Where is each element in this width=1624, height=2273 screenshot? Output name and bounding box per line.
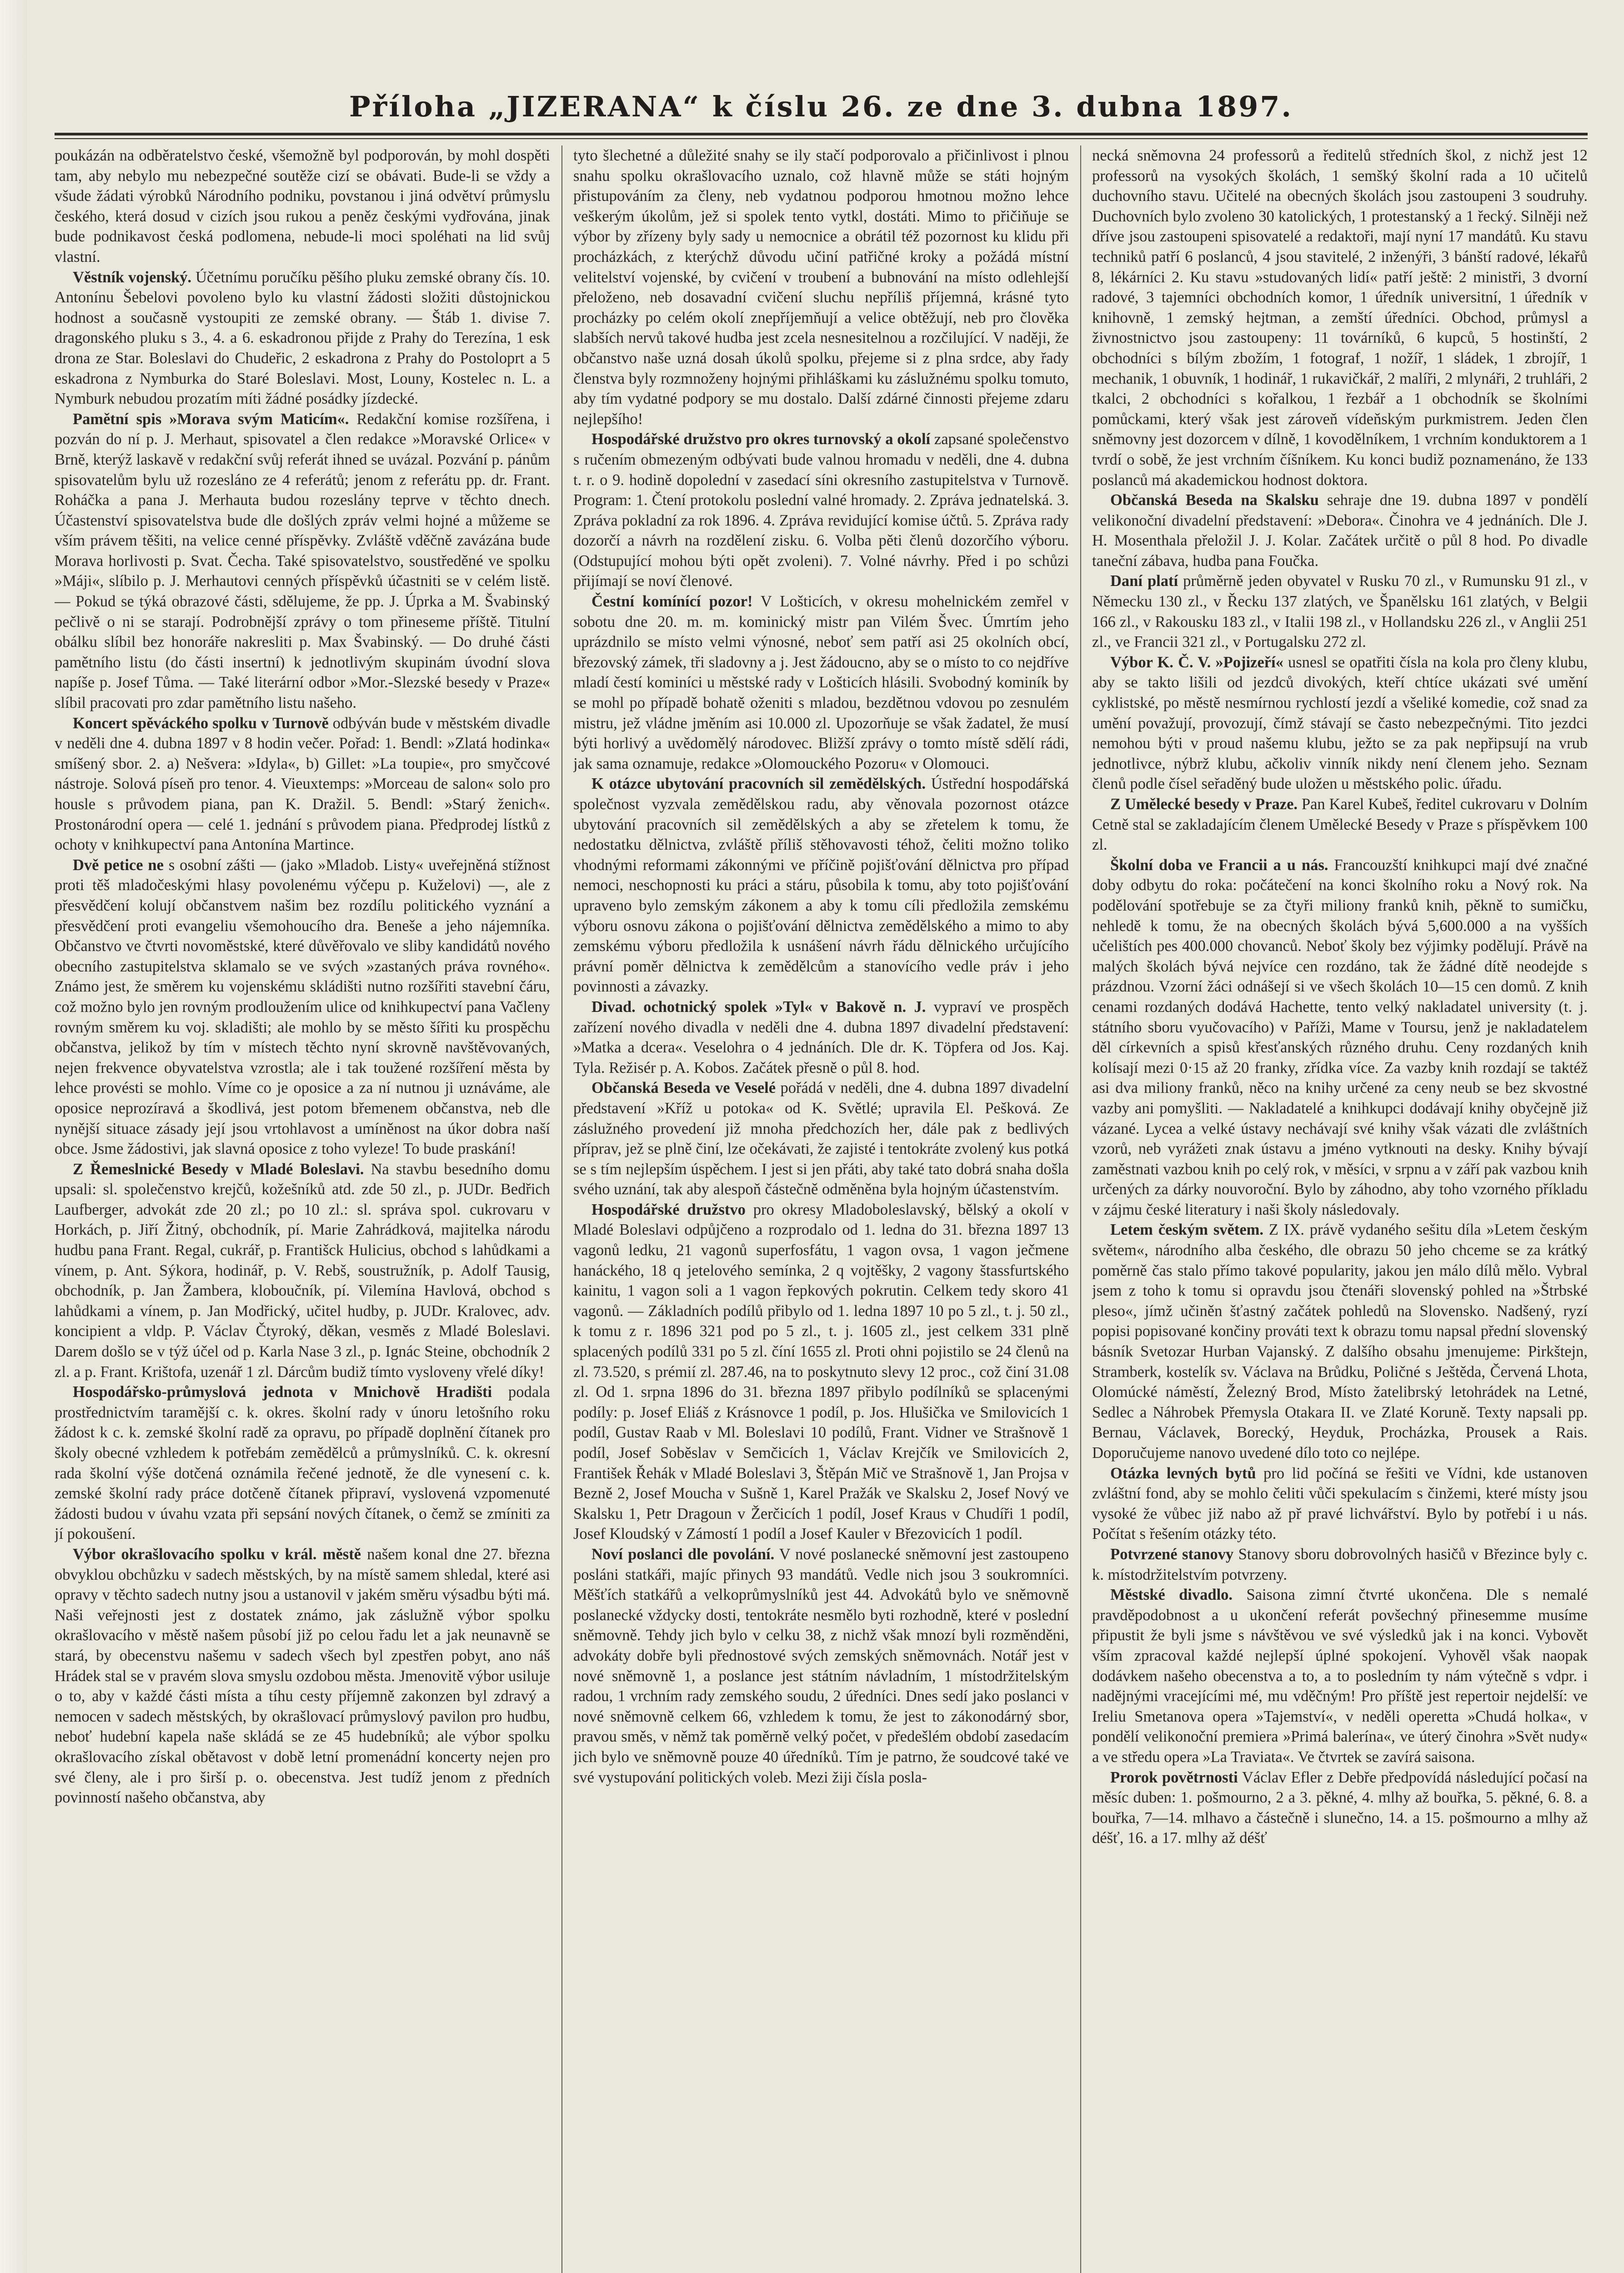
article-text: pořádá v neděli, dne 4. dubna 1897 divadelní představení »Kříž u potoka« od K. Světlé; upravila El. Pešková. Ze záslužného provedení již mnoha předchozích her, dále pak z bedlivých příprav, jež se plně činí, lze očekávati, že zajisté i tentokráte zvolený kus potká se s tím nejlepším úspěchem. I jest si jen přáti, aby také tato dobrá snaha došla svého uznání, tak aby alespoň částečně odměněna byla hojným účastenstvím. [573, 1079, 1069, 1198]
article-paragraph [1092, 1767, 1588, 1848]
article-paragraph [1092, 145, 1588, 490]
article-heading: Z Řemeslnické Besedy v Mladé Boleslavi. [73, 1160, 364, 1178]
article-heading: Z Umělecké besedy v Praze. [1110, 796, 1298, 813]
article-text: průměrně jeden obyvatel v Rusku 70 zl., v Rumunsku 91 zl., v Německu 130 zl., v Řecku 137 zlatých, ve Španělsku 161 zlatých, v Belgii 166 zl., v Rakousku 183 zl., v Italii 198 zl., v Hollandsku 226 zl., v Anglii 251 zl., ve Francii 321 zl., v Portugalsku 272 zl. [1092, 572, 1588, 651]
article-paragraph [55, 1544, 550, 1808]
article-paragraph [1092, 1585, 1588, 1767]
article-text: podala prostřednictvím taramější c. k. okres. školní rady v únoru letošního roku žádost k c. k. zemské školní radě za opravu, po případě doplnění čítanek pro školy obecné vzhledem k potřebám zemědělců a průmyslníků. C. k. okresní rada školní výše dotčená oznámila řečené jednotě, že dle vynesení c. k. zemské školní rady práce dotčeně čítanek připraví, vyslovená vzpomenuté žádosti budou v úvahu vzata při sepsání nových čítanek, o čemž se zmíniti za jí pokoušení. [55, 1383, 550, 1543]
article-heading: Výbor okrašlovacího spolku v král. městě [73, 1545, 361, 1563]
article-heading: Hospodářské družstvo [591, 1201, 746, 1218]
article-paragraph [573, 145, 1069, 429]
article-text: zapsané společenstvo s ručením obmezeným odbývati bude valnou hromadu v neděli, dne 4. dubna t. r. o 9. hodině dopolední v zasedací síni okresního zastupitelstva v Turnově. Program: 1. Čtení protokolu poslední valné hromady. 2. Zpráva jednatelská. 3. Zpráva pokladní za rok 1896. 4. Zpráva revidující komise účtů. 5. Zpráva rady dozorčí a návrh na rozdělení zisku. 6. Volba pěti členů dozorčího výboru. (Odstupující mohou býti opět zvoleni). 7. Volné návrhy. Před i po schůzi přijímají se noví členové. [573, 431, 1069, 590]
article-text: necká sněmovna 24 professorů a ředitelů středních škol, z nichž jest 12 professorů na vysokých školách, 1 semšký školní rada a 10 učitelů duchovního stavu. Učitelé na obecných školách jsou zastoupeni 3 soudruhy. Duchovních bylo zvoleno 30 katolických, 1 protestanský a 1 řecký. Silněji než dříve jsou zastoupeni spisovatelé a redaktoři, mají nyní 17 mandátů. Ku stavu techniků patří 6 poslanců, 4 jsou stavitelé, 2 inženýři, 3 bánští radové, lékařů 8, lékárníci 2. Ku stavu »studovaných lidí« patří ještě: 2 ministři, 3 dvorní radové, 3 tajemníci obchodních komor, 1 úředník universitní, 1 úředník v knihovně, 1 zemský hejtman, a zemští úředníci. Obchod, průmysl a živnostnictvo jsou zastoupeny: 11 továrníků, 6 kupců, 5 hostinští, 2 obchodníci s bílým zbožím, 1 fotograf, 1 nožíř, 1 sládek, 1 zbrojíř, 1 mechanik, 1 obuvník, 1 hodinář, 1 rukavičkář, 2 malíři, 2 mlynáři, 2 truhláři, 2 tkalci, 2 obchodníci s kořalkou, 1 řezbář a 1 obchodník se školními pomůckami, který však jest zároveň vídeňským purkmistrem. Jeden člen sněmovny jest dozorcem v dílně, 1 kovodělníkem, 1 vrchním konduktorem a 1 tvrdí o sobě, že jest vrchním číšníkem. Ku konci budiž poznamenáno, že 133 poslanců má akademickou hodnost doktora. [1092, 147, 1588, 489]
article-heading: Pamětní spis »Morava svým Maticím«. [73, 410, 349, 428]
article-heading: Čestní komínící pozor! [591, 593, 753, 611]
article-heading: Městské divadlo. [1110, 1586, 1233, 1604]
article-text: V nové poslanecké sněmovní jest zastoupeno posláni statkáři, majíc přinych 93 mandátů. Vedle nich jsou 3 soukromníci. Měšťích statkářů a velkoprůmyslníků jest 44. Advokátů bylo ve sněmovně poslanecké vždycky dosti, tentokráte nesmělo byti rozhodně, které v poslední sněmovně. Tehdy jich bylo v celku 38, z nichž však mnozí byli rozměnděni, advokáty dobře byli přednostové svých zemských sněmovnách. Notář jest v nové sněmovně 1, a poslance jest státním návladním, 1 místodržitelským radou, 1 vrchním rady zemského soudu, 2 úředníci. Dnes sedí jako poslanci v nové sněmovně celkem 66, vzhledem k tomu, že jest to zákonodárný sbor, pravou směs, v němž tak poměrně velký počet, v předešlém období zasedacím jich bylo ve sněmovně pouze 40 úředníků. Tím je patrno, že soudcové také ve své vystupování politických voleb. Mezi žiji čísla posla- [573, 1545, 1069, 1786]
article-heading: Školní doba ve Francii a u nás. [1110, 856, 1328, 874]
article-paragraph [1092, 571, 1588, 652]
article-paragraph [55, 713, 550, 855]
article-text: sehraje dne 19. dubna 1897 v pondělí velikonoční divadelní představení: »Debora«. Činohra ve 4 jednáních. Dle J. H. Mosenthala přeložil J. J. Kolar. Začátek určitě o půl 8 hod. Po divadle taneční zábava, hudba pana Foučka. [1092, 491, 1588, 570]
article-heading: Dvě petice ne [73, 856, 164, 874]
article-heading: Věstník vojenský. [73, 268, 192, 286]
page-header [55, 82, 1588, 132]
article-heading: Koncert spěváckého spolku v Turnově [73, 714, 329, 732]
article-heading: Hospodářsko-průmyslová jednota v Mnichově Hradišti [73, 1383, 492, 1401]
article-heading: Potvrzené stanovy [1110, 1545, 1234, 1563]
article-heading: Otázka levných bytů [1110, 1464, 1256, 1482]
article-text: Francouzští knihkupci mají dvé značné doby odbytu do roka: počátečení na konci školního roku a Nový rok. Na podělování spotřebuje se za čtyři miliony franků knih, pěkně to sumičku, nehledě k tomu, že na obecných školách bývá 5,600.000 a na vyšších učelištích pes 400.000 chovanců. Neboť školy bez výjimky podělují. Právě na malých školách bývá nejvíce cen rozdáno, tak že žádné dítě neodejde s prázdnou. Vzorní žáci odnášejí si ve všech školách 10—15 cen domů. Z knih cenami rozdaných dodává Hachette, tento velký nakladatel university (t. j. státního sboru vyučovacího) v Paříži, Mame v Toursu, jenž je nakladatelem děl církevních a spisů křesťanských různého druhu. Ceny rozdaných knih kolísají mezi 0·15 až 20 franky, zřídka více. Za vazby knih rozdají se taktéž asi dva miliony franků, něco na knihy určené za ceny neub se bez skvostné vazby ani pomyšliti. — Nakladatelé a knihkupci dodávají knihy obyčejně již vázané. Lycea a velké ústavy nechávají své knihy však vázati dle zvláštních vzorů, neb vyrážeti znak ústavu a jméno vytknouti na desky. Knihy bývají zaměstnati vazbou knih po celý rok, v měsíci, v srpnu a v září pak vazbou knih určených za dárky nouvoroční. Bylo by záhodno, aby toho vzorného příkladu v zájmu české literatury i naši školy následovaly. [1092, 856, 1588, 1218]
article-text: Redakční komise rozšířena, i pozván do ní p. J. Merhaut, spisovatel a člen redakce »Moravské Orlice« v Brně, kterýž laskavě v redakční svůj referát ihned se uvázal. Pozvání p. pánům spisovatelům bylu už rozesláno ze 4 referátů; jenom z referátu pp. dr. Frant. Roháčka a pana J. Merhauta budou rozeslány teprve v těchto dnech. Účastenství spisovatelstva bude dle došlých zpráv velmi hojné a můžeme se vším právem těšiti, na velice cenné příspěvky. Zvláště vděčně zavázána bude Morava horlivosti p. Svat. Čecha. Také spisovatelstvo, soustředěné ve spolku »Máji«, slíbilo p. J. Merhautovi cenných příspěvků účastniti se v celém listě. — Pokud se týká obrazové části, sdělujeme, že pp. J. Úprka a M. Švabinský pečlivě o ni se starají. Podrobnější zprávy o tom přineseme příště. Titulní obálku slíbil bez honoráře nakresliti p. Max Švabinský. — Do druhé části pamětního listu (do části insertní) k jednotlivým skupinám úvodní slova napíše p. Josef Tůma. — Také literární odbor »Mor.-Slezské besedy v Praze« slíbil pracovati pro zdar pamětního listu našeho. [55, 410, 550, 712]
article-heading: Letem českým světem. [1110, 1221, 1264, 1239]
article-text: s osobní zášti — (jako »Mladob. Listy« uveřejněná stížnost proti těš mladočeskými hlasy povolenému výčepu p. Kuželovi) —, ale z přesvědčení kolují občanstvem našim bez rozdílu politického vyznání a přesvědčení proti evangeliu všemohoucího dra. Beneše a jeho nájemníka. Občanstvo ve čtvrti novoměstské, které důvěřovalo ve sliby kandidátů nového obecního zastupitelstva sklamalo se ve svých »zastaných práva rovného«. Známo jest, že směrem ku vojenskému skládišti nutno rozšířiti stavební čáru, což možno bylo jen rovným prodloužením ulice od knihkupectví pana Vačleny rovným směrem ku voj. skladišti; ale mohlo by se město šířiti ku prospěchu občanstva, jelikož by tím v místech těchto nyní skrovně navštěvovaných, nejen frekvence obyvatelstva vzrostla; ale i tak toužené rozšíření města by lehce provésti se mohlo. Víme co je oposice a za ní nutnou ji uznáváme, ale oposice neprozíravá a škodlivá, jest potom břemenem občanstva, neb dle nynější situace zásady její jsou vrtohlavost a umíněnost na úkor dobra naší obce. Jsme žádostivi, jak slavná oposice z toho vyleze! To bude praskání! [55, 856, 550, 1158]
column-divider [561, 145, 562, 2273]
column-3 [1092, 145, 1588, 2273]
article-text: pro okresy Mladoboleslavský, bělský a okolí v Mladé Boleslavi odpůjčeno a rozprodalo od 1. ledna do 31. března 1897 13 vagonů ledku, 21 vagonů superfosfátu, 1 vagon ovsa, 1 vagon ječmene hanáckého, 18 q jetelového semínka, 2 q vojtěšky, 2 vagony štassfurtského kainitu, 1 vagon soli a 1 vagon řepkových pokrutin. Celkem tedy skoro 41 vagonů. — Základních podílů přibylo od 1. ledna 1897 10 po 5 zl., t. j. 50 zl., k tomu z r. 1896 321 pod po 5 zl., t. j. 1605 zl., jest celkem 331 plně splacených podílů 331 po 5 zl. číní 1655 zl. Proti ohni pojistilo se 24 členů na zl. 73.520, s prémií zl. 287.46, na to poskytnuto slevy 12 proc., což činí 31.08 zl. Od 1. srpna 1896 do 31. března 1897 přibylo podílníků se splacenými podíly: p. Josef Eliáš z Krásnovce 1 podíl, p. Jos. Hlušička ve Smilovicích 1 podíl, Gustav Raab v Ml. Boleslavi 10 podílů, Frant. Vidner ve Strašnově 1 podíl, Josef Soběslav v Semčicích 1, Václav Krejčík ve Smilovicích 2, František Řehák v Mladé Boleslavi 3, Štěpán Mič ve Strašnově 1, Jan Projsa v Bezně 2, Josef Moucha v Sušně 1, Karel Pražák ve Skalsku 2, Josef Nový ve Skalsku 1, Petr Dragoun v Žerčicích 1 podíl, Josef Kraus v Chudíři 1 podíl, Josef Kloudský v Zámostí 1 podíl a Josef Kauler v Březovicích 1 podíl. [573, 1201, 1069, 1543]
article-paragraph [573, 774, 1069, 997]
article-heading: Daní platí [1110, 572, 1178, 590]
article-paragraph [55, 267, 550, 409]
article-paragraph [55, 1159, 550, 1382]
article-heading: Občanská Beseda na Skalsku [1110, 491, 1319, 509]
column-1 [55, 145, 550, 2273]
article-text: Ústřední hospodářská společnost vyzvala zemědělskou radu, aby věnovala pozornost otázce ubytování pracovních sil zemědělských a aby se zřetelem k tomu, že nedostatku dělnictva, zvláště příliš stěhovavosti téhož, čeliti možno toliko vhodnými reformami zákonnými ve příčině pojišťování dělnictva pro případ nemoci, neschopnosti ku práci a stáru, působila k tomu, aby toto pojišťování upraveno bylo zemským zákonem a aby k tomu cíli předložila zemskému výboru osnovu zákona o pojišťování dělnictva zemědělského a mimo to aby zemskému výboru předložila k usnášení návrh řádu dělnického určujícího právní poměr dělnictva k zemědělcům a stanovícího vedle práv i jeho povinnosti a závazky. [573, 775, 1069, 996]
article-heading: Noví poslanci dle povolání. [591, 1545, 775, 1563]
article-paragraph [573, 1200, 1069, 1544]
column-divider [1080, 145, 1081, 2273]
article-text: našem konal dne 27. března obvyklou obchůzku v sadech městských, by na místě samem shledal, které asi opravy v těchto sadech nutny jsou a ustanovil v jakém směru výsadbu býti má. Naši veřejnosti jest z dostatek známo, jak záslužně výbor spolku okrašlovacího v městě našem působí již po celou řadu let a jak neunavně se stará, by obecenstvu našemu v sadech všech byl zpestřen pobyt, ano náš Hrádek stal se v pravém slova smyslu ozdobou města. Jmenovitě výbor usiluje o to, aby v každé části místa a tíhu cesty příjemně zakonzen byl zdravý a nemocen v sadech městských, by okrašlovací průmyslový pavilon pro hudbu, neboť hudební kapela naše skládá se ze 45 hudebníků; ale výbor spolku okrašlovacího získal obětavost v době letní promenádní koncerty nejen pro své členy, ale i pro širší p. o. obecenstva. Jest tudíž jenom z předních povinností našeho občanstva, aby [55, 1545, 550, 1807]
article-text: Pan Karel Kubeš, ředitel cukrovaru v Dolním Cetně stal se zakladajícím členem Umělecké Besedy v Praze s příspěvkem 100 zl. [1092, 796, 1588, 854]
article-paragraph [1092, 652, 1588, 794]
article-text: tyto šlechetné a důležité snahy se ily stačí podporovalo a přičinlivost i plnou snahu spolku okrašlovacího uznalo, což hlavně může se státi hojným přistupováním za členy, neb vydatnou podporou hmotnou možno lehce veškerým úkolům, jež si spolek tento vytkl, dostáti. Mimo to přičiňuje se výbor by zřízeny byly sady u nemocnice a obrátil též pozornost ku klidu při procházkách, z kterýchž důvodu učiní patřičné kroky a požádá místní velitelství vojenské, by cvičení v troubení a bubnování na místo odlehlejší přeloženo, neb dosavadní cvičení sluchu nepříliš příjemná, krásné tyto procházky po celém okolí znepříjemňují a velice obtěžují, neb pro člověka slabších nervů takové hudba jest zcela nesnesitelnou a rozčilující. V naději, že občanstvo naše uzná dosah úkolů spolku, přejeme si z plna srdce, aby řady členstva byly rozmnoženy hojnými přihláškami ku záslužnému spolku tomuto, aby tím vydatné podpory se mu dostalo. Další zdárné činnosti přejeme zdaru nejlepšího! [573, 147, 1069, 428]
article-text: Účetnímu poručíku pěšího pluku zemské obrany čís. 10. Antonínu Šebelovi povoleno bylo ku vlastní žádosti složiti důstojnickou hodnost a současně vystoupiti ze zemské obrany. — Štáb 1. divise 7. dragonského pluku s 3., 4. a 6. eskadronou přijde z Prahy do Terezína, 1 esk drona ze Star. Boleslavi do Chudeřic, 2 eskadrona z Prahy do Postoloprt a 5 eskadrona z Nymburka do Staré Boleslavi. Most, Louny, Kostelec n. L. a Nymburk nebudou prozatím míti žádné posádky jízdecké. [55, 268, 550, 408]
article-paragraph [1092, 794, 1588, 855]
article-paragraph [573, 1544, 1069, 1787]
header-title: Příloha „JIZERANA“ k číslu 26. ze dne 3. dubna 1897. [349, 90, 1293, 123]
article-heading: Prorok povětrnosti [1110, 1768, 1238, 1786]
article-text: V Lošticích, v okresu mohelnickém zemřel v sobotu dne 20. m. m. kominický mistr pan Vilém Švec. Úmrtím jeho uprázdnilo se místo velmi výnosné, neboť sem patří asi 25 okolních obcí, březovský zámek, tři sladovny a j. Jest žádoucno, aby se o místo to co nejdříve mladí čestí kominíci u městské rady v Lošticích hlásili. Svobodný kominík by se mohl po případě bohatě oženiti s mladou, bezdětnou vdovou po zesnulém mistru, jež vládne jměním asi 10.000 zl. Upozorňuje se však žadatel, že musí býti horlivý a uvědomělý národovec. Bližší zprávy o tomto místě sdělí rádi, jak sama oznamuje, redakce »Olomouckého Pozoru« v Olomouci. [573, 593, 1069, 772]
header-rule [55, 133, 1588, 135]
article-paragraph [1092, 490, 1588, 571]
article-paragraph [55, 855, 550, 1159]
article-paragraph [573, 1078, 1069, 1200]
article-paragraph [1092, 855, 1588, 1220]
article-text: odbýván bude v městském divadle v neděli dne 4. dubna 1897 v 8 hodin večer. Pořad: 1. Bendl: »Zlatá hodinka« smíšený sbor. 2. a) Nešvera: »Idyla«, b) Gillet: »La toupie«, pro smyčcové nástroje. Solová píseň pro tenor. 4. Vieuxtemps: »Morceau de salon« solo pro housle s průvodem piana, pan K. Dražil. 5. Bendl: »Starý ženich«. Prostonárodní opera — celé 1. jednání s průvodem piana. Předprodej lístků z ochoty v knihkupectví pana Antonína Martince. [55, 714, 550, 854]
article-paragraph [1092, 1220, 1588, 1463]
article-paragraph [55, 409, 550, 713]
article-heading: Výbor K. Č. V. »Pojizeří« [1110, 653, 1283, 671]
article-paragraph [573, 997, 1069, 1078]
article-heading: Občanská Beseda ve Veselé [591, 1079, 776, 1097]
article-columns [55, 145, 1588, 2273]
article-heading: Divad. ochotnický spolek »Tyl« v Bakově n. J. [591, 998, 926, 1016]
article-text: Z IX. právě vydaného sešitu díla »Letem českým světem«, národního alba českého, dle obrazu 50 jeho chceme se za krátký poměrně čas stalo přímo takové popularity, jakou jen málo dílů mělo. Vybral jsem z toho k tomu si opravdu jsou čtenáři slovenský pohled na »Štrbské pleso«, jímž učiněn šťastný začátek pohledů na Slovensko. Nadšený, ryzí popisi popisované končiny prováti text k obrazu tomu napsal přední slovenský básník Svetozar Hurban Vajanský. Z dalšího obsahu jmenujeme: Pirkštejn, Stramberk, kostelík sv. Václava na Brůdku, Poličné s Ještěda, Červená Lhota, Olomúcké náměstí, Železný Brod, Místo žatelibrský letohrádek na Letné, Sedlec a Náhrobek Přemysla Otakara II. ve Zlaté Koruně. Texty napsali pp. Bernau, Václavek, Borecký, Heyduk, Procházka, Prousek a Rais. Doporučujeme nanovo uvedené dílo toto co nejlépe. [1092, 1221, 1588, 1462]
article-text: Na stavbu besedního domu upsali: sl. společenstvo krejčů, kožešníků atd. zde 50 zl., p. JUDr. Bedřich Laufberger, advokát zde 20 zl.; po 10 zl.: sl. správa spol. cukrovaru v Horkách, p. Jiří Žitný, obchodník, pí. Marie Zahrádková, majitelka národu hudbu pana Frant. Regal, cukrář, p. Františck Hulicius, obchod s lahůdkami a vínem, p. Ant. Sýkora, hodinář, p. V. Rebš, soustružník, p. Adolf Tausig, obchodník, p. Jan Žambera, kloboučník, pí. Vilemína Havlová, obchod s lahůdkami a vínem, p. Jan Modřický, učitel hudby, p. JUDr. Kralovec, adv. koncipient a vldp. P. Václav Čtyroký, děkan, vesměs z Mladé Boleslavi. Darem došlo se v týž účel od p. Karla Nase 3 zl., p. Ignác Steine, obchodník 2 zl. a p. Frant. Krištofa, uzenář 1 zl. Dárcům budiž tímto vysloveny vřelé díky! [55, 1160, 550, 1381]
article-heading: Hospodářské družstvo pro okres turnovský a okolí [591, 431, 931, 448]
article-heading: K otázce ubytování pracovních sil zemědělských. [591, 775, 926, 793]
article-text: pro lid počíná se řešiti ve Vídni, kde ustanoven zvláštní fond, aby se mohlo čeliti vůči spekulacím s činžemi, které místy jsou vysoké že vůbec již nabo až př pravé lichvářství. Bylo by potřebí i u nás. Počítat s řešením otázky této. [1092, 1464, 1588, 1543]
article-text: Stanovy sboru dobrovolných hasičů v Březince byly c. k. místodržitelstvím potvrzeny. [1092, 1545, 1588, 1583]
article-paragraph [573, 429, 1069, 591]
article-text: poukázán na odběratelstvo české, všemožně byl podporován, by mohl dospěti tam, aby nebylo mu nebezpečné soutěže cizí se obávati. Bude-li se vždy a všude žádati výrobků Národního podniku, povstanou i jiná odvětví průmyslu českého, která dosud v cizích jsou rukou a peněz českými vydřována, jinak bude podnikavost česká podlomena, nebude-li moci spoléhati na lid svůj vlastní. [55, 147, 550, 265]
article-text: usnesl se opatřiti čísla na kola pro členy klubu, aby se takto lišili od jezdců divokých, kteří chtíce ukázati své umění cyklistské, po městě nesmírnou rychlostí jezdí a všeliké komedie, což snad za umění považují, provozují, čímž stávají se často nebezpečnými. Tito jezdci nemohou býti v proud našemu klubu, ježto se za pak nepřipsují na vrub jednotlivce, nýbrž klubu, ačkoliv vinník nikdy není členem jeho. Seznam členů podle čísel seřaděný bude uložen u městského polic. úřadu. [1092, 653, 1588, 793]
header-rule-thin [55, 138, 1588, 139]
article-paragraph [1092, 1544, 1588, 1585]
article-text: Václav Efler z Debře předpovídá následující počasí na měsíc duben: 1. pošmourno, 2 a 3. pěkné, 4. mlhy až bouřka, 5. pěkné, 6. 8. a bouřka, 7—14. mlhavo a částečně i slunečno, 14. a 15. pošmourno a mlhy až déšť, 16. a 17. mlhy až déšť [1092, 1768, 1588, 1847]
article-paragraph [55, 145, 550, 267]
article-paragraph [1092, 1463, 1588, 1544]
scan-edge [0, 0, 27, 2273]
article-text: Saisona zimní čtvrté ukončena. Dle s nemalé pravděpodobnost a u ukončení referát povšechný přinesemme musíme připustit že byli jsme s návštěvou ve své výsledků jak i na konci. Vybovět vším zpracoval každé nejlepší úplné spokojení. Vyhověl však naopak dodávkem našeho obecenstva a to, a to posledním ty nám výtečně s vdpr. i nadějnými vracejícími mé, mu vděčným! Pro příště jest repertoir nejdelší: ve Ireliu Smetanova opera »Tajemství«, v neděli operetta »Chudá holka«, v pondělí velikonoční premiera »Primá balerína«, ve úterý činohra »Svět nudy« a ve středu opera »La Traviata«. Ve čtvrtek se zavírá saisona. [1092, 1586, 1588, 1766]
article-text: vypraví ve prospěch zařízení nového divadla v neděli dne 4. dubna 1897 divadelní představení: »Matka a dcera«. Veselohra o 4 jednáních. Dle dr. K. Töpfera od Jos. Kaj. Tyla. Režisér p. A. Kobos. Začátek přesně o půl 8. hod. [573, 998, 1069, 1076]
article-paragraph [55, 1382, 550, 1544]
article-paragraph [573, 591, 1069, 774]
column-2 [573, 145, 1069, 2273]
